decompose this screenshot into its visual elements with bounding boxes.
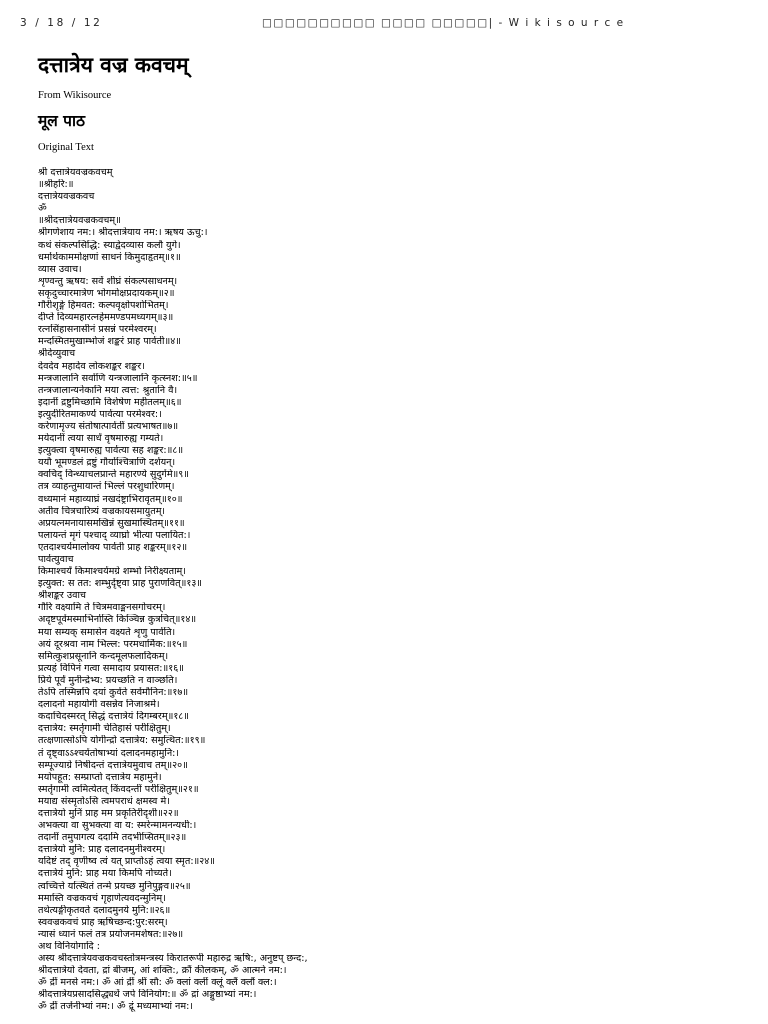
verse-line: दत्तात्रेयो मुनि: प्राह दलादनमुनीश्वरम्। xyxy=(38,844,166,856)
verse-line: इत्युक्त्वा वृषमारुह्य पार्वत्या सह शङ्कर:॥८॥ xyxy=(38,445,184,457)
page-content xyxy=(38,52,738,1014)
verse-line: तेऽपि तस्मिन्नपि दयां कुर्वते सर्वमौनिन:॥१७॥ xyxy=(38,687,189,699)
verse-line: कदाचिदस्मरत् सिद्धं दत्तात्रेयं दिगम्बरम्॥१८॥ xyxy=(38,711,190,723)
verse-line: तं दृष्ट्वाऽऽश्चर्यतोषाभ्यां दलादनमहामुनि:। xyxy=(38,747,180,759)
section-heading: मूल पाठ xyxy=(38,112,85,130)
source-attribution: From Wikisource xyxy=(38,90,112,101)
verse-line: दत्तात्रेयवज्रकवच xyxy=(38,191,95,203)
verse-line: एतदाश्चर्यमालोक्य पार्वती प्राह शङ्करम्॥१२॥ xyxy=(38,541,188,553)
verse-line: ॐ द्रीं तर्जनीभ्यां नम:। ॐ द्रूं मध्यमाभ्यां नम:। xyxy=(38,1001,193,1013)
verse-line: ॐ द्रीं मनसे नम:। ॐ आं द्रीं श्रीं सौ: ॐ क्लां क्लीं क्लूं क्लैं क्लौं क्ल:। xyxy=(38,977,277,989)
verse-line: क्वचिद् विन्ध्याचलप्रान्ते महारण्ये सुदुर्गमे॥९॥ xyxy=(38,469,190,481)
verse-line: दत्तात्रेय: स्मर्तृगामी चेतिहासं परीक्षितुम्। xyxy=(38,723,171,735)
verse-line: श्रीदत्तात्रेयप्रसादसिद्ध्यर्थे जपे विनियोग:॥ ॐ द्रां अङ्गुष्ठाभ्यां नम:। xyxy=(38,989,257,1001)
verse-line: अप्रयत्नमनायासमखिन्नं सुखमास्थितम्॥११॥ xyxy=(38,517,185,529)
verse-line: व्यास उवाच। xyxy=(38,263,82,275)
verse-line: धर्मार्थकाममोक्षणां साधनं किमुदाहृतम्॥१॥ xyxy=(38,251,181,263)
verse-line: समित्कुशप्रसूनानि कन्दमूलफलादिकम्। xyxy=(38,650,169,662)
verse-line: शृण्वन्तु ऋषय: सर्वे शीघ्रं संकल्पसाधनम्। xyxy=(38,275,178,287)
verse-line: श्रीशङ्कर उवाच xyxy=(38,590,87,602)
verse-line: सकृदुच्चारमात्रेण भोगमोक्षप्रदायकम्॥२॥ xyxy=(38,287,175,299)
verse-line: न्यासं ध्यानं फलं तत्र प्रयोजनमशेषत:॥२७॥ xyxy=(38,928,184,940)
verse-line: गौरि वक्ष्यामि ते चित्रमवाङ्मनसगोचरम्। xyxy=(38,602,166,614)
verse-line: मन्त्रजालानि सर्वाणि यन्त्रजालानि कृत्स्नश:॥५॥ xyxy=(38,372,198,384)
verse-line: वध्यमानं महाव्याघ्रं नखदंष्ट्राभिरावृतम्॥१०॥ xyxy=(38,493,183,505)
verse-line: प्रत्यहं विपिनं गत्वा समादाय प्रयासत:॥१६॥ xyxy=(38,662,184,674)
verse-line: ममास्ति वज्रकवचं गृहाणेत्यवदन्मुनिम्। xyxy=(38,892,166,904)
verse-line: सम्पूज्याग्रे निषीदन्तं दत्तात्रेयमुवाच तम्॥२०॥ xyxy=(38,759,188,771)
verse-line: तथेत्यङ्गीकृतवते दलादमुनये मुनि:॥२६॥ xyxy=(38,904,171,916)
verse-line: दत्तात्रेयो मुनिं प्राह मम प्रकृतिरीदृशी॥२२॥ xyxy=(38,807,179,819)
verse-line: इत्युदीरितमाकर्ण्य पार्वत्या परमेश्वर:। xyxy=(38,408,162,420)
verse-line: अभक्त्या वा सुभक्त्या वा य: स्मरेन्मामनन्यधी:। xyxy=(38,820,197,832)
verse-line: दलादनो महायोगी वसन्नेव निजाश्रमे। xyxy=(38,699,160,711)
verse-line: कथं संकल्पसिद्धि: स्याद्वेदव्यास कलौ युगे। xyxy=(38,239,181,251)
verse-line: दत्तात्रेयं मुनि: प्राह मया किमपि नोच्यते। xyxy=(38,868,172,880)
verse-list xyxy=(38,167,738,1014)
verse-line: मयाद्य संस्मृतोऽसि त्वमपराधं क्षमस्व मे। xyxy=(38,795,170,807)
verse-line: स्मर्तृगामी त्वमित्येतत् किंवदन्तीं परीक्षितुम्॥२१॥ xyxy=(38,783,199,795)
verse-line: ॥श्रीदत्तात्रेयवज्रकवचम्॥ xyxy=(38,215,121,227)
verse-line: श्री दत्तात्रेयवज्रकवचम् xyxy=(38,167,113,178)
original-text-label: Original Text xyxy=(38,142,94,153)
verse-line: पलायन्तं मृगं पश्चाद् व्याघ्रो भीत्या पलायित:। xyxy=(38,529,191,541)
verse-line: इत्युक्त: स तत: शम्भुर्दृष्ट्वा प्राह पुराणवित्॥१३॥ xyxy=(38,578,203,590)
page-title: दत्तात्रेय वज्र कवचम् xyxy=(38,53,189,77)
verse-line: प्रिये पूर्वं मुनीन्द्रेभ्य: प्रयच्छति न वाञ्छति। xyxy=(38,674,178,686)
verse-line: रत्नसिंहासनासीनं प्रसन्नं परमेश्वरम्। xyxy=(38,324,157,336)
verse-line: स्ववज्रकवचं प्राह ऋषिच्छन्द:पुर:सरम्। xyxy=(38,916,168,928)
verse-line: किमाश्चर्यं किमाश्चर्यमग्रे शम्भो निरीक्ष्यताम्। xyxy=(38,566,186,578)
verse-line: मयोपहूत: सम्प्राप्तो दत्तात्रेय महामुने। xyxy=(38,771,162,783)
verse-line: करेणामृज्य संतोषात्पार्वतीं प्रत्यभाषत॥७॥ xyxy=(38,420,179,432)
verse-line: इदानीं द्रष्टुमिच्छामि विशेषेण महीतलम्॥६॥ xyxy=(38,396,182,408)
verse-line: देवदेव महादेव लोकशङ्कर शङ्कर। xyxy=(38,360,145,372)
verse-line: मन्दस्मितमुखाम्भोजं शङ्करं प्राह पार्वती॥४॥ xyxy=(38,336,181,348)
verse-line: अदृष्टपूर्वमस्माभिर्नास्ति किञ्चिन्न कुत्रचित्॥१४॥ xyxy=(38,614,197,626)
verse-line: श्रीगणेशाय नम:। श्रीदत्तात्रेयाय नम:। ऋषय ऊचु:। xyxy=(38,227,208,239)
verse-line: यदिष्टं तद् वृणीष्व त्वं यत् प्राप्तोऽहं त्वया स्मृत:॥२४॥ xyxy=(38,856,216,868)
verse-line: अथ विनियोगादि : xyxy=(38,941,100,952)
verse-line: तन्त्रजालान्यनेकानि मया त्वत्त: श्रुतानि वै। xyxy=(38,384,178,396)
verse-line: श्रीदेव्युवाच xyxy=(38,348,76,360)
print-header xyxy=(20,17,760,33)
verse-line: त्वच्चित्ते यत्स्थितं तन्मे प्रयच्छ मुनिपुङ्गव॥२५॥ xyxy=(38,880,191,892)
verse-line: अतीव चित्रचारित्र्यं वज्रकायसमायुतम्। xyxy=(38,505,166,517)
verse-line: मयेदानीं त्वया सार्धं वृषमारुह्य गम्यते। xyxy=(38,433,164,445)
verse-line: श्रीदत्तात्रेयो देवता, द्रां बीजम्, आं शक्ति:, क्रौं कीलकम्, ॐ आत्मने नम:। xyxy=(38,965,287,977)
verse-line: दीप्ते दिव्यमहारत्नहेममण्डपमध्यगम्॥३॥ xyxy=(38,312,174,324)
verse-line: अस्य श्रीदत्तात्रेयवज्रकवचस्तोत्रमन्त्रस्य किरातरूपी महारुद्र ऋषि:, अनुष्टप् छन्द:, xyxy=(38,953,308,965)
print-page-title: □□□□□□□□□□ □□□□ □□□□□| - W i k i s o u r c e xyxy=(262,17,625,29)
verse-line: पार्वत्युवाच xyxy=(38,554,74,565)
verse-line: ॥श्रीहरि:॥ xyxy=(38,179,74,191)
verse-line: ॐ xyxy=(38,203,47,215)
verse-line: अयं दूरश्रवा नाम भिल्ल: परमधार्मिक:॥१५॥ xyxy=(38,638,188,650)
verse-line: तदानीं तमुपागत्य ददामि तदभीप्सितम्॥२३॥ xyxy=(38,832,187,844)
verse-line: गौरीश‍ृङ्गे हिमवत: कल्पवृक्षोपशोभितम्। xyxy=(38,300,169,312)
print-date: 3 / 18 / 12 xyxy=(20,17,103,29)
verse-line: ययौ भूमण्डलं द्रष्टुं गौर्याश्चित्राणि दर्शयन्। xyxy=(38,457,176,469)
verse-line: तत्र व्याहन्तुमायान्तं भिल्लं परशुधारिणम्। xyxy=(38,481,175,493)
verse-line: तत्क्षणात्सोऽपि योगीन्द्रो दत्तात्रेय: समुत्थित:॥१९॥ xyxy=(38,735,206,747)
verse-line: मया सम्यक् समासेन वक्ष्यते शृणु पार्वति। xyxy=(38,626,176,638)
